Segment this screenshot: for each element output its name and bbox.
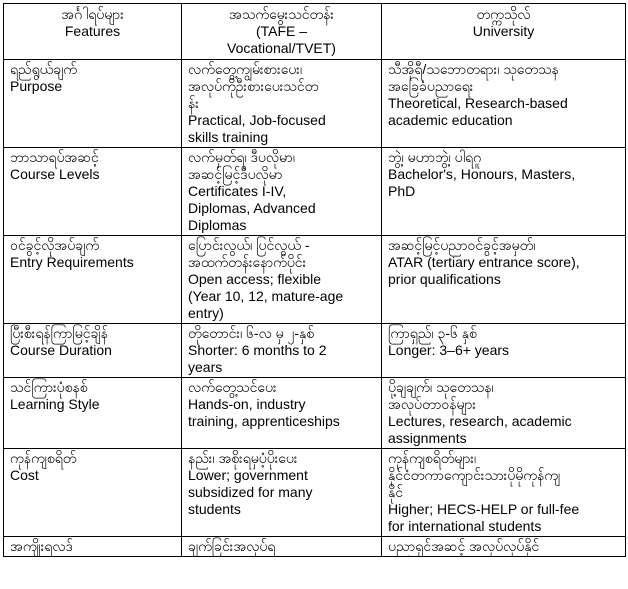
university-cell-line: အလုပ်တာဝန်များ <box>388 396 476 412</box>
feature-label-en: Purpose <box>10 78 63 94</box>
university-cell-line: Lectures, research, academic <box>388 413 572 429</box>
feature-cell <box>4 537 182 557</box>
table-row <box>4 324 626 378</box>
university-cell-line: ATAR (tertiary entrance score), <box>388 254 580 270</box>
feature-label-en: Course Duration <box>10 342 112 358</box>
table-row <box>4 537 626 557</box>
university-cell-line: PhD <box>388 183 416 199</box>
university-cell-line: ကုန်ကျစရိတ်များ၊ <box>388 450 477 466</box>
university-cell <box>382 537 626 557</box>
university-cell <box>382 60 626 148</box>
header-row <box>4 4 626 60</box>
header-university-en: University <box>472 23 535 39</box>
tafe-cell-line: လက်မှတ်ရ၊ ဒီပလိုမာ၊ <box>188 149 295 165</box>
university-cell-line: ပညာရှင်အဆင့် အလုပ်လုပ်နိုင် <box>388 538 540 554</box>
university-cell-line: ပို့ချချက်၊ သုတေသန၊ <box>388 379 494 395</box>
university-cell-line: အခြေခံပညာရေး <box>388 78 474 94</box>
feature-label-en: Cost <box>10 467 39 483</box>
tafe-cell <box>182 324 382 378</box>
university-cell <box>382 378 626 449</box>
tafe-cell-line: လက်တွေ့သင်ပေး <box>188 379 277 395</box>
header-university-my: တက္ကသိုလ် <box>476 6 531 22</box>
feature-label-my: ဘာသာရပ်အဆင့် <box>10 149 99 165</box>
feature-cell <box>4 324 182 378</box>
header-tafe-my: အသက်မွေးသင်တန်း <box>229 6 334 22</box>
tafe-cell <box>182 449 382 537</box>
tafe-cell-line: students <box>188 501 241 517</box>
tafe-cell-line: (Year 10, 12, mature-age <box>188 288 344 304</box>
feature-label-my: ဝင်ခွင့်လိုအပ်ချက် <box>10 237 100 253</box>
comparison-table <box>3 3 626 557</box>
university-cell-line: assignments <box>388 430 467 446</box>
tafe-cell-line: Certificates I-IV, <box>188 183 287 199</box>
university-cell-line: သီအိုရီ/သဘောတရား၊ သုတေသန <box>388 61 559 77</box>
feature-label-en: Learning Style <box>10 396 100 412</box>
header-tafe-en-2: Vocational/TVET) <box>227 40 336 56</box>
university-cell-line: Higher; HECS-HELP or full-fee <box>388 501 580 517</box>
feature-cell <box>4 236 182 324</box>
header-tafe-en-1: (TAFE – <box>255 23 308 39</box>
table-row <box>4 378 626 449</box>
tafe-cell-line: skills training <box>188 129 269 145</box>
university-cell <box>382 148 626 236</box>
tafe-cell <box>182 236 382 324</box>
tafe-cell-line: အဆင့်မြင့်ဒီပလိုမာ <box>188 166 283 182</box>
header-features-en: Features <box>64 23 121 39</box>
tafe-cell-line: Hands-on, industry <box>188 396 306 412</box>
university-cell-line: Longer: 3–6+ years <box>388 342 510 358</box>
tafe-cell-line: Shorter: 6 months to 2 <box>188 342 327 358</box>
tafe-cell-line: Diplomas, Advanced <box>188 200 316 216</box>
university-cell-line: ကြာရှည်၊ ၃-၆ နှစ် <box>388 325 477 341</box>
tafe-cell-line: နည်း၊ အစိုးရမှပံ့ပိုးပေး <box>188 450 298 466</box>
table-row <box>4 148 626 236</box>
table-row <box>4 236 626 324</box>
tafe-cell-line: အထက်တန်းနောက်ပိုင်း <box>188 254 307 270</box>
table-body <box>4 60 626 557</box>
tafe-cell-line: ပြောင်းလွယ်၊ ပြင်လွယ် - <box>188 237 310 253</box>
tafe-cell-line: ချက်ခြင်းအလုပ်ရ <box>188 538 276 554</box>
feature-cell <box>4 148 182 236</box>
table-row <box>4 60 626 148</box>
tafe-cell-line: Practical, Job-focused <box>188 112 326 128</box>
university-cell-line: နိုင် <box>388 484 403 500</box>
tafe-cell-line: training, apprenticeships <box>188 413 340 429</box>
header-tafe <box>182 4 382 60</box>
tafe-cell-line: လက်တွေ့ကျွမ်းစားပေး၊ <box>188 61 303 77</box>
tafe-cell-line: Lower; government <box>188 467 308 483</box>
university-cell-line: for international students <box>388 518 542 534</box>
university-cell <box>382 236 626 324</box>
feature-label-en: Course Levels <box>10 166 100 182</box>
feature-label-my: ရည်ရွယ်ချက် <box>10 61 77 77</box>
tafe-cell-line: Diplomas <box>188 217 247 233</box>
tafe-cell <box>182 537 382 557</box>
feature-label-my: အကျိုးရလဒ် <box>10 538 73 554</box>
university-cell-line: Bachelor's, Honours, Masters, <box>388 166 576 182</box>
university-cell-line: နိုင်ငံတကာကျောင်းသားပိုမိုကုန်ကျ <box>388 467 561 483</box>
university-cell-line: prior qualifications <box>388 271 501 287</box>
university-cell <box>382 324 626 378</box>
header-features <box>4 4 182 60</box>
university-cell-line: ဘွဲ့၊ မဟာဘွဲ့၊ ပါရဂူ <box>388 149 482 165</box>
tafe-cell-line: years <box>188 359 223 375</box>
feature-cell <box>4 449 182 537</box>
university-cell <box>382 449 626 537</box>
feature-cell <box>4 378 182 449</box>
university-cell-line: အဆင့်မြင့်ပညာဝင်ခွင့်အမှတ်၊ <box>388 237 536 253</box>
feature-label-my: သင်ကြားပုံစနစ် <box>10 379 88 395</box>
tafe-cell-line: အလုပ်ကိုဦးစားပေးသင်တ <box>188 78 319 94</box>
tafe-cell-line: subsidized for many <box>188 484 313 500</box>
tafe-cell-line: န်း <box>188 95 199 111</box>
feature-label-my: ကုန်ကျစရိတ် <box>10 450 77 466</box>
tafe-cell-line: တိုတောင်း၊ ၆-လ မှ ၂-နှစ် <box>188 325 315 341</box>
feature-label-my: ပြီးစီးရန်ကြာမြင့်ချိန် <box>10 325 108 341</box>
feature-cell <box>4 60 182 148</box>
tafe-cell <box>182 148 382 236</box>
tafe-cell-line: Open access; flexible <box>188 271 322 287</box>
tafe-cell <box>182 60 382 148</box>
table-row <box>4 449 626 537</box>
header-university <box>382 4 626 60</box>
university-cell-line: academic education <box>388 112 513 128</box>
header-features-my: အင်္ဂါရပ်များ <box>61 6 124 22</box>
tafe-cell <box>182 378 382 449</box>
feature-label-en: Entry Requirements <box>10 254 134 270</box>
university-cell-line: Theoretical, Research-based <box>388 95 568 111</box>
tafe-cell-line: entry) <box>188 305 224 321</box>
